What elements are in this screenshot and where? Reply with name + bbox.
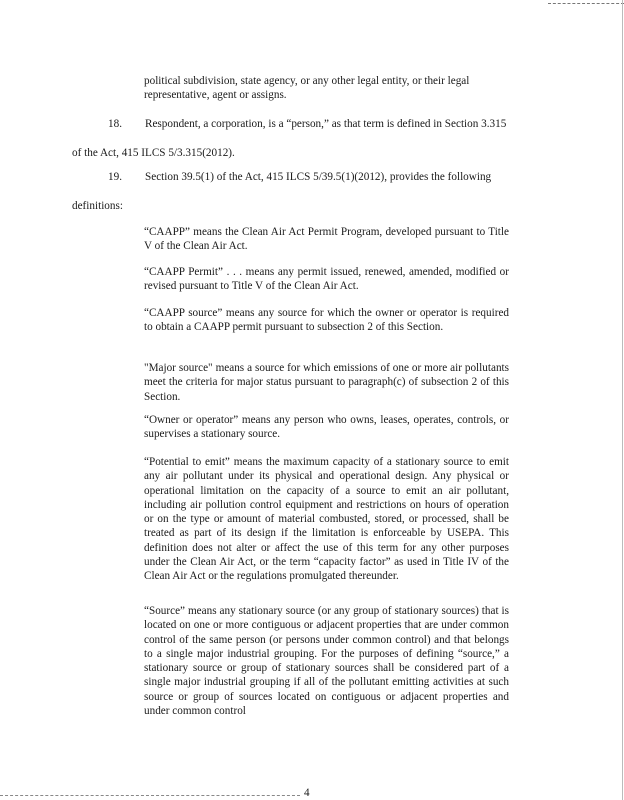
para-19-number: 19.: [108, 171, 122, 183]
para-19-first-line: Section 39.5(1) of the Act, 415 ILCS 5/39.5(1)(2012), provides the following: [145, 171, 492, 183]
scan-artifact-bottom: [0, 795, 300, 796]
definition-caapp-permit: “CAAPP Permit” . . . means any permit issued, renewed, amended, modified or revised pursuant to Title V of the Clean Air Act.: [144, 266, 509, 293]
scan-artifact-right-edge: [622, 0, 623, 800]
continuation-line-2: representative, agent or assigns.: [144, 89, 287, 101]
definition-owner-or-operator: “Owner or operator” means any person who owns, leases, operates, controls, or supervises a stationary source.: [144, 414, 509, 441]
definition-source: “Source” means any stationary source (or any group of stationary sources) that is located on one or more contiguous or adjacent properties that are under common control of the same person (or persons under common control) and that belongs to a single major industrial grouping. For the purposes of defining “source,” a stationary source or group of stationary sources shall be considered part of a single major industrial grouping if all of the pollutant emitting activities at such source or group of sources located on contiguous or adjacent properties and under common control: [144, 605, 509, 718]
page-number: 4: [304, 787, 310, 799]
para-19-second-line: definitions:: [72, 200, 123, 212]
scan-artifact-top: [548, 3, 624, 4]
para-18-first-line: Respondent, a corporation, is a “person,” as that term is defined in Section 3.315: [145, 118, 507, 130]
definition-caapp: “CAAPP” means the Clean Air Act Permit Program, developed pursuant to Title V of the Clean Air Act.: [144, 226, 509, 253]
definition-potential-to-emit: “Potential to emit” means the maximum capacity of a stationary source to emit any air pollutant under its physical and operational design. Any physical or operational limitation on the capacity of a source to emit an air pollutant, including air pollution control equipment and restrictions on hours of operation or on the type or amount of material combusted, stored, or processed, shall be treated as part of its design if the limitation is enforceable by USEPA. This definition does not alter or affect the use of this term for any other purposes under the Clean Air Act, or the term “capacity factor” as used in Title IV of the Clean Air Act or the regulations promulgated thereunder.: [144, 456, 509, 583]
definition-major-source: "Major source" means a source for which emissions of one or more air pollutants meet the criteria for major status pursuant to paragraph(c) of subsection 2 of this Section.: [144, 362, 509, 403]
para-18-number: 18.: [108, 118, 122, 130]
continuation-line-1: political subdivision, state agency, or any other legal entity, or their legal: [144, 75, 470, 87]
definition-caapp-source: “CAAPP source” means any source for which the owner or operator is required to obtain a CAAPP permit pursuant to subsection 2 of this Section.: [144, 307, 509, 334]
para-18-second-line: of the Act, 415 ILCS 5/3.315(2012).: [72, 147, 235, 159]
